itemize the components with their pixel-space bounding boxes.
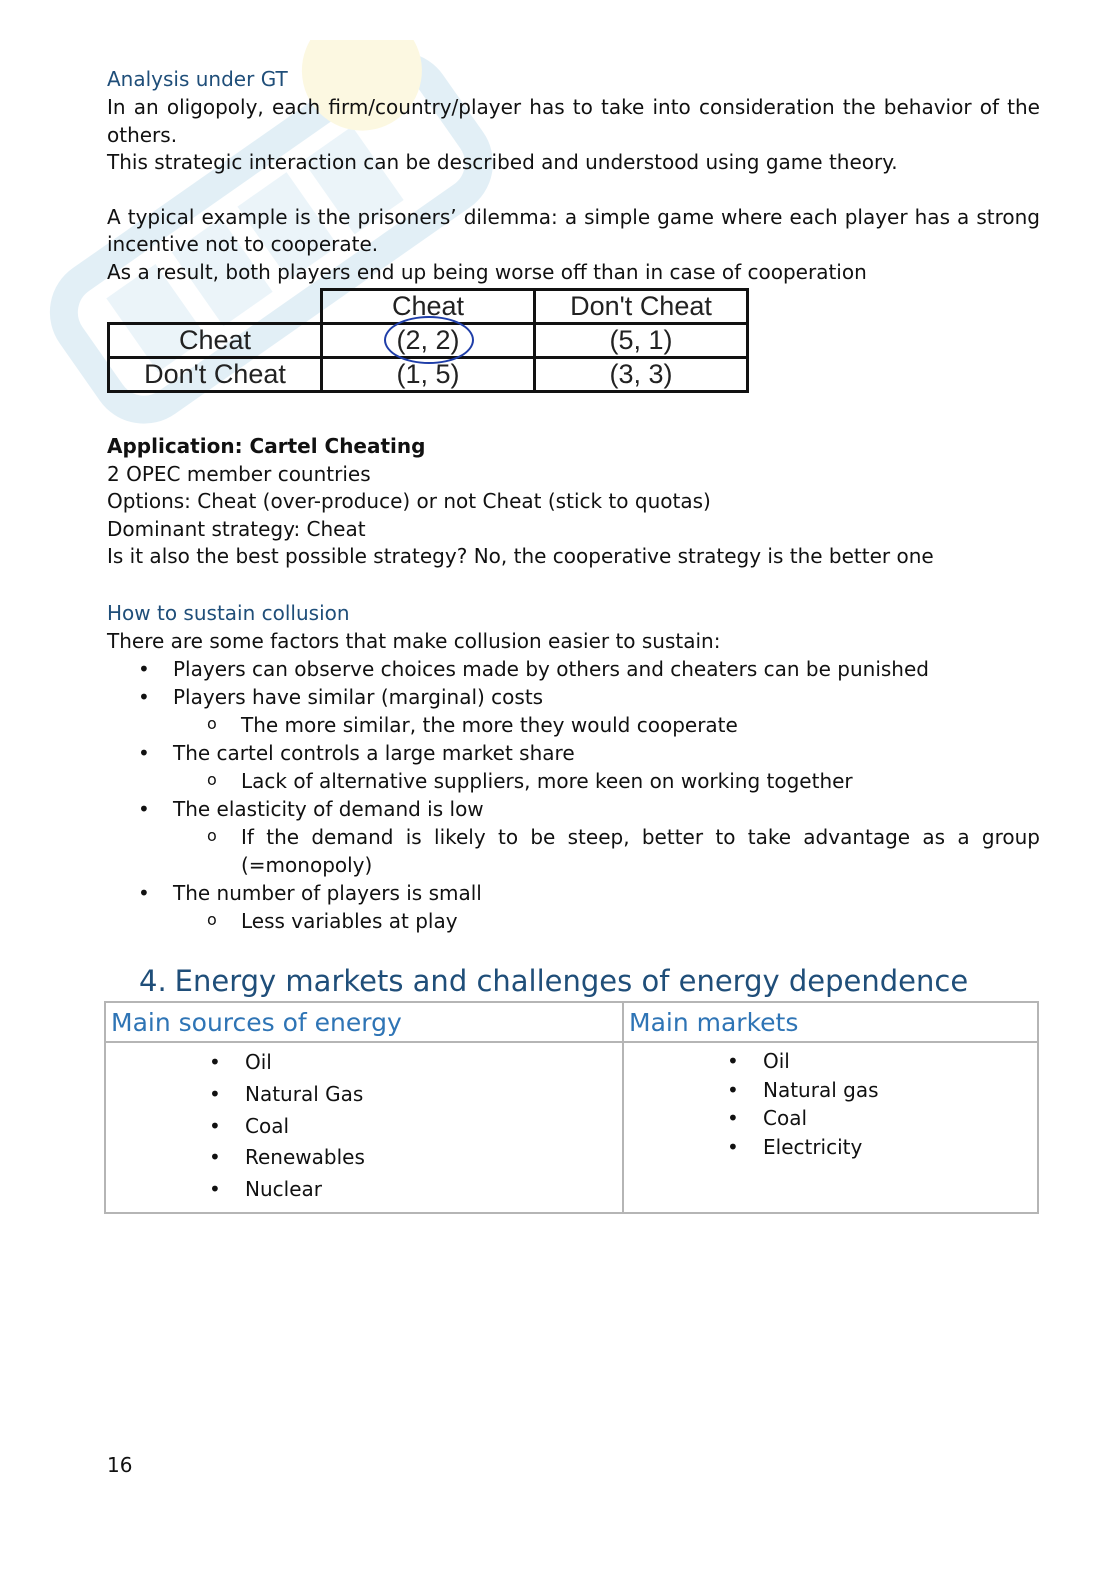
energy-source-item: • Coal (106, 1111, 622, 1143)
energy-source-item: • Oil (106, 1047, 622, 1079)
analysis-paragraph-1: In an oligopoly, each firm/country/player has to take into consideration the behavior of the others. (107, 95, 1040, 147)
collusion-list (107, 879, 1040, 907)
collusion-item: • Players can observe choices made by others and cheaters can be punished (107, 655, 1040, 683)
energy-source-item: • Natural Gas (106, 1079, 622, 1111)
collusion-item: • Players have similar (marginal) costs (107, 683, 1040, 711)
energy-sources-list (106, 1043, 622, 1212)
payoff-cell: (3, 3) (535, 358, 748, 392)
energy-table-header-row (105, 1002, 1038, 1042)
collusion-sublist (107, 823, 1040, 879)
payoff-corner (109, 290, 322, 324)
energy-market-item: • Electricity (624, 1133, 1037, 1162)
collusion-list (107, 795, 1040, 823)
payoff-col-header: Don't Cheat (535, 290, 748, 324)
collusion-subitem: o The more similar, the more they would cooperate (107, 711, 1040, 739)
energy-market-item: • Natural gas (624, 1076, 1037, 1105)
collusion-sublist (107, 907, 1040, 935)
analysis-paragraph-2: This strategic interaction can be described and understood using game theory. (107, 150, 898, 174)
application-line: Is it also the best possible strategy? No, the cooperative strategy is the better one (107, 544, 934, 568)
energy-markets-cell (623, 1042, 1038, 1213)
collusion-subitem: o If the demand is likely to be steep, better to take advantage as a group (=monopoly) (107, 823, 1040, 879)
page-number: 16 (107, 1453, 133, 1477)
payoff-cell: (5, 1) (535, 324, 748, 358)
payoff-cell: (1, 5) (322, 358, 535, 392)
section-number: 4. (139, 964, 167, 998)
page-content (107, 64, 1040, 1214)
payoff-cell: (2, 2) (322, 324, 535, 358)
analysis-paragraph-4: As a result, both players end up being worse off than in case of cooperation (107, 259, 867, 284)
analysis-heading: Analysis under GT (107, 67, 288, 91)
payoff-col-header: Cheat (322, 290, 535, 324)
energy-source-item: • Nuclear (106, 1174, 622, 1206)
collusion-sublist (107, 767, 1040, 795)
energy-sources-cell (105, 1042, 623, 1213)
payoff-row-label: Don't Cheat (109, 358, 322, 392)
section-title-text: Energy markets and challenges of energy dependence (174, 964, 969, 998)
energy-markets-list (624, 1043, 1037, 1167)
collusion-heading: How to sustain collusion (107, 600, 350, 625)
energy-table (104, 1001, 1039, 1214)
collusion-list (107, 739, 1040, 767)
energy-table-body-row (105, 1042, 1038, 1213)
collusion-subitem: o Lack of alternative suppliers, more keen on working together (107, 767, 1040, 795)
energy-source-item: • Renewables (106, 1142, 622, 1174)
energy-market-item: • Oil (624, 1047, 1037, 1076)
collusion-list (107, 683, 1040, 711)
section-title (139, 961, 1040, 1001)
application-line: 2 OPEC member countries (107, 461, 371, 486)
analysis-paragraph-3: A typical example is the prisoners’ dilemma: a simple game where each player has a strong incentive not to cooperate. (107, 204, 1040, 256)
collusion-intro: There are some factors that make collusion easier to sustain: (107, 628, 721, 653)
payoff-matrix (107, 288, 1040, 433)
application-heading: Application: Cartel Cheating (107, 434, 426, 458)
collusion-sublist (107, 711, 1040, 739)
collusion-item: • The elasticity of demand is low (107, 795, 1040, 823)
energy-market-item: • Coal (624, 1104, 1037, 1133)
equilibrium-highlight-circle (384, 316, 474, 364)
payoff-row-label: Cheat (109, 324, 322, 358)
collusion-item: • The cartel controls a large market share (107, 739, 1040, 767)
application-line: Dominant strategy: Cheat (107, 516, 366, 541)
collusion-subitem: o Less variables at play (107, 907, 1040, 935)
energy-table-header: Main markets (623, 1002, 1038, 1042)
energy-table-header: Main sources of energy (105, 1002, 623, 1042)
collusion-list (107, 655, 1040, 683)
application-line: Options: Cheat (over-produce) or not Cheat (stick to quotas) (107, 489, 711, 513)
collusion-item: • The number of players is small (107, 879, 1040, 907)
